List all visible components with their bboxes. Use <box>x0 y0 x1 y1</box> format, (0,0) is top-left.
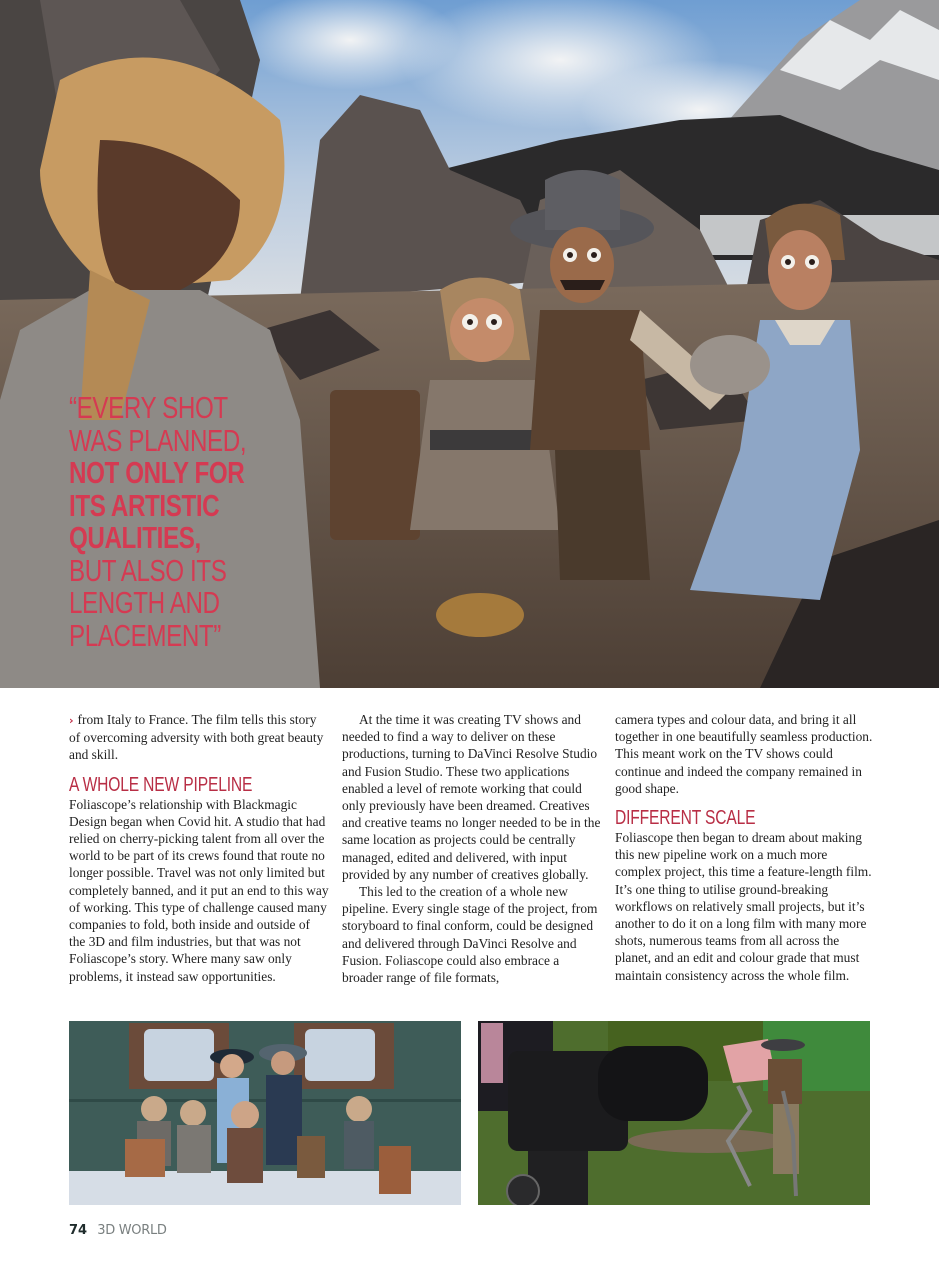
article-column-1 <box>69 711 329 985</box>
camera-photo-illustration <box>478 1021 870 1205</box>
subhead-whole-new-pipeline: A WHOLE NEW PIPELINE <box>69 773 253 796</box>
body-paragraph: At the time it was creating TV shows and needed to find a way to deliver on these productions, turning to DaVinci Resolve Studio and Fusion Studio. These two applications enabled a level of remote working that could only previously have been dreamed. Creatives and creative teams no longer needed to be in the same location as projects could be centrally managed, edited and delivered, with input provided by any number of creatives globally. <box>342 712 601 882</box>
pull-quote-line: LENGTH AND <box>69 585 220 620</box>
pull-quote-line-bold: NOT ONLY FOR <box>69 455 245 490</box>
pull-quote-line: PLACEMENT” <box>69 617 221 653</box>
pull-quote-line: BUT ALSO ITS <box>69 552 227 588</box>
photo-puppets-at-train <box>69 1021 461 1205</box>
body-paragraph: camera types and colour data, and bring it all together in one beautifully seamless production. This meant work on the TV shows could continue and indeed the company remained in good shape. <box>615 712 873 796</box>
article-column-3 <box>615 711 875 984</box>
pull-quote-line: WAS PLANNED, <box>69 422 247 458</box>
subhead-different-scale: DIFFERENT SCALE <box>615 807 756 830</box>
train-photo-illustration <box>69 1021 461 1205</box>
intro-paragraph: › from Italy to France. The film tells this story of overcoming adversity with both great beauty and skill. <box>69 712 324 763</box>
article-column-2 <box>342 711 602 986</box>
body-paragraph: Foliascope’s relationship with Blackmagic Design began when Covid hit. A studio that had relied on cherry-picking talent from all over the world to be part of its crews found that route no longer possible. Travel was not only limited but completely banned, and it put an end to this way of working. This type of challenge caused many companies to fold, both inside and outside of the 3D and film industries, but that was not Foliascope’s story. Where many saw only problems, it instead saw opportunities. <box>69 796 329 984</box>
page-number: 74 <box>69 1223 88 1238</box>
pull-quote-line: “EVERY SHOT <box>69 390 228 425</box>
page-folio <box>69 1223 167 1238</box>
pull-quote-line-bold: QUALITIES, <box>69 520 201 555</box>
magazine-name: 3D WORLD <box>97 1223 167 1238</box>
pull-quote-line-bold: ITS ARTISTIC <box>69 487 220 523</box>
body-paragraph: Foliascope then began to dream about making this new pipeline work on a much more complex project, this time a feature-length film. It’s one thing to utilise ground-breaking workflows on relatively small projects, but it’s another to do it on a long film with many more shots, numerous teams from all across the planet, and an edit and colour grade that must maintain consistency across the whole film. <box>615 830 872 983</box>
pull-quote <box>69 390 247 653</box>
photo-camera-filming-puppet <box>478 1021 870 1205</box>
body-paragraph: This led to the creation of a whole new pipeline. Every single stage of the project, from storyboard to final conform, could be designed and delivered through DaVinci Resolve and Fusion. Foliascope could also embrace a broader range of file formats, <box>342 884 598 986</box>
continuation-arrow-icon: › <box>69 714 74 727</box>
